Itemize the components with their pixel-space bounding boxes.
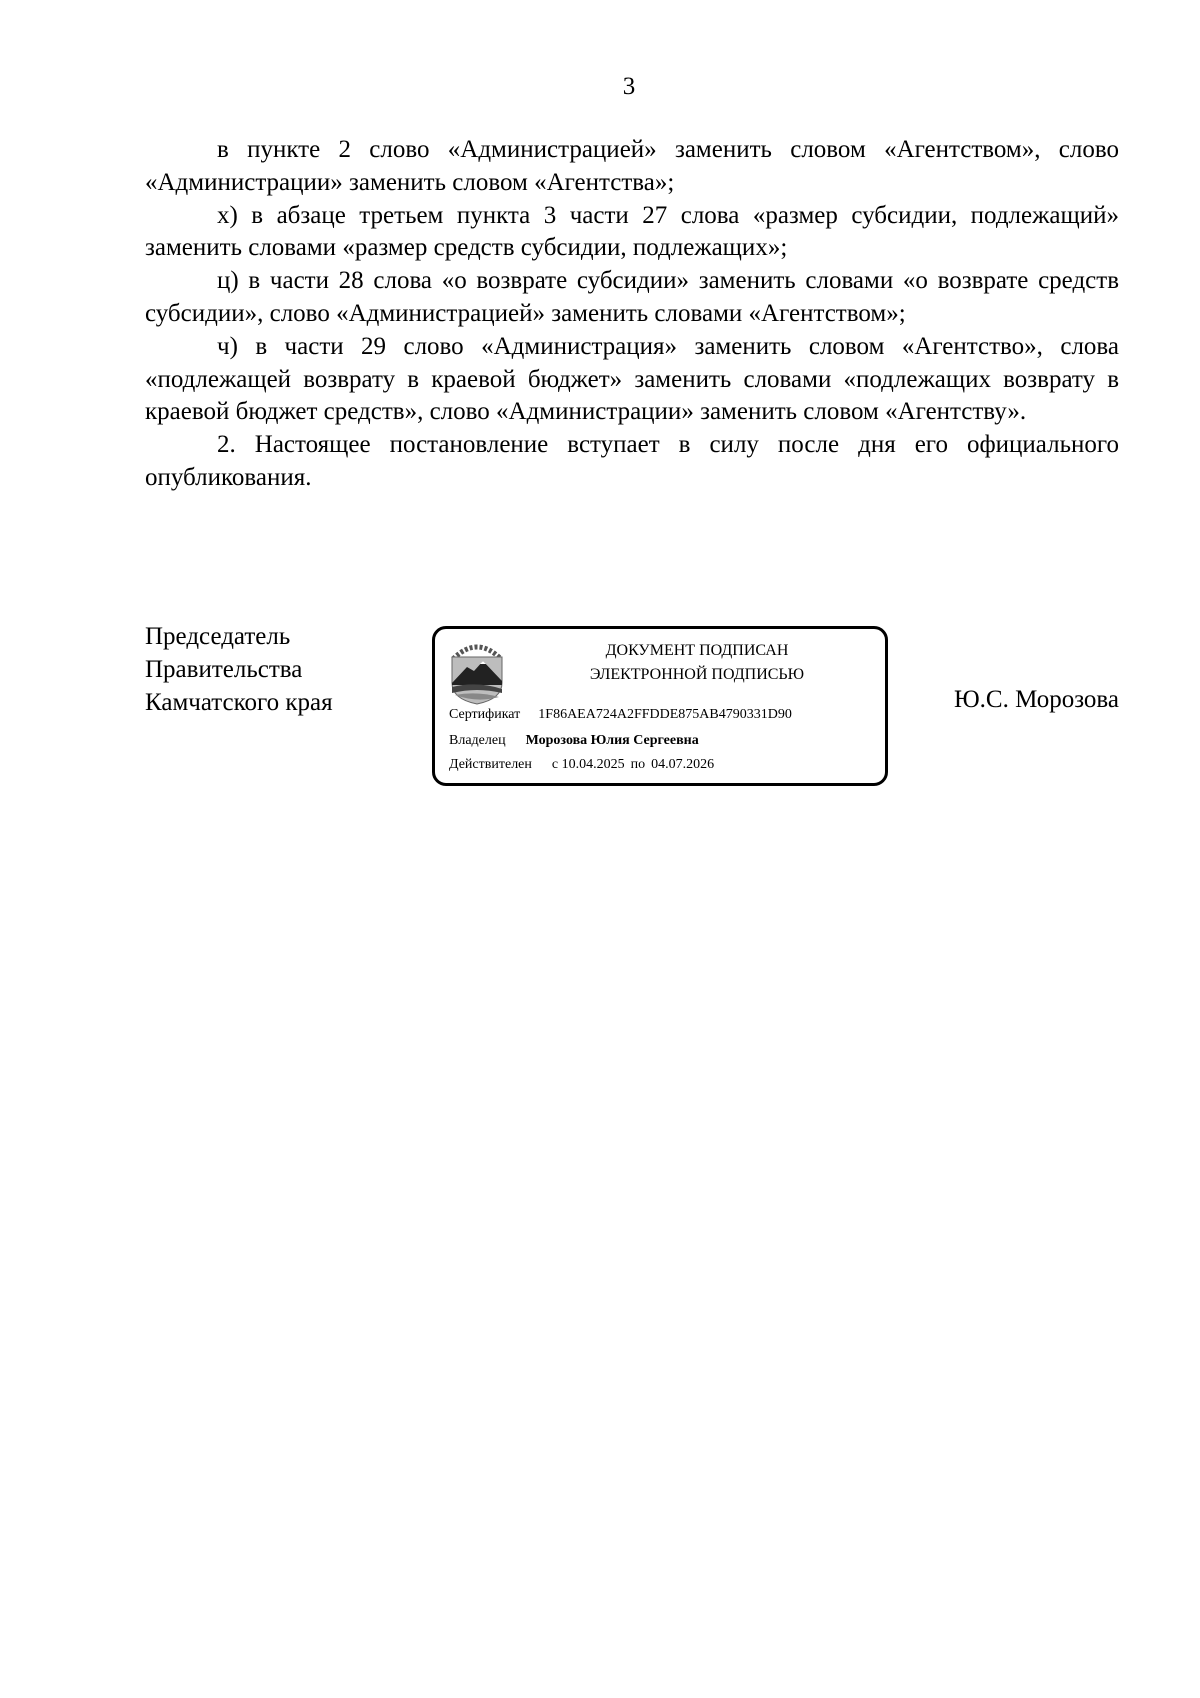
electronic-signature-stamp [432, 626, 888, 786]
stamp-title-line: ЭЛЕКТРОННОЙ ПОДПИСЬЮ [589, 666, 805, 683]
signatory-position [145, 621, 333, 719]
kamchatka-emblem-icon [447, 637, 507, 705]
certificate-label: Сертификат [449, 707, 521, 722]
paragraph: в пункте 2 слово «Администрацией» заменить словом «Агентством», слово «Администрации» заменить словом «Агентства»; [145, 136, 1119, 196]
owner-value: Морозова Юлия Сергеевна [525, 733, 699, 748]
paragraph: ц) в части 28 слова «о возврате субсидии» заменить словами «о возврате средств субсидии», слово «Администрацией» заменить словами «Агентством»; [145, 267, 1119, 327]
validity-row [449, 757, 714, 773]
paragraph: ч) в части 29 слово «Администрация» заменить словом «Агентство», слова «подлежащей возврату в краевой бюджет» заменить словами «подлежащих возврату в краевой бюджет средств», слово «Администрации» заменить словом «Агентству». [145, 332, 1119, 426]
stamp-title-line: ДОКУМЕНТ ПОДПИСАН [605, 642, 789, 659]
position-line: Председатель [145, 623, 291, 650]
owner-row [449, 733, 699, 749]
page-number: 3 [622, 73, 636, 100]
position-line: Правительства [145, 655, 303, 683]
certificate-row [449, 707, 792, 723]
stamp-title [515, 639, 879, 687]
paragraph: х) в абзаце третьем пункта 3 части 27 слова «размер субсидии, подлежащий» заменить словами «размер средств субсидии, подлежащих»; [145, 201, 1119, 262]
certificate-value: 1F86AEA724A2FFDDE875AB4790331D90 [538, 707, 792, 722]
valid-from: с 10.04.2025 [551, 757, 625, 772]
valid-to: 04.07.2026 [651, 757, 715, 772]
paragraph: 2. Настоящее постановление вступает в силу после дня его официального опубликования. [145, 431, 1119, 491]
valid-to-word: по [630, 757, 646, 772]
document-body [145, 134, 1119, 495]
position-line: Камчатского края [145, 688, 333, 716]
signatory-name: Ю.С. Морозова [953, 686, 1119, 713]
owner-label: Владелец [449, 733, 506, 748]
validity-label: Действителен [449, 757, 532, 772]
